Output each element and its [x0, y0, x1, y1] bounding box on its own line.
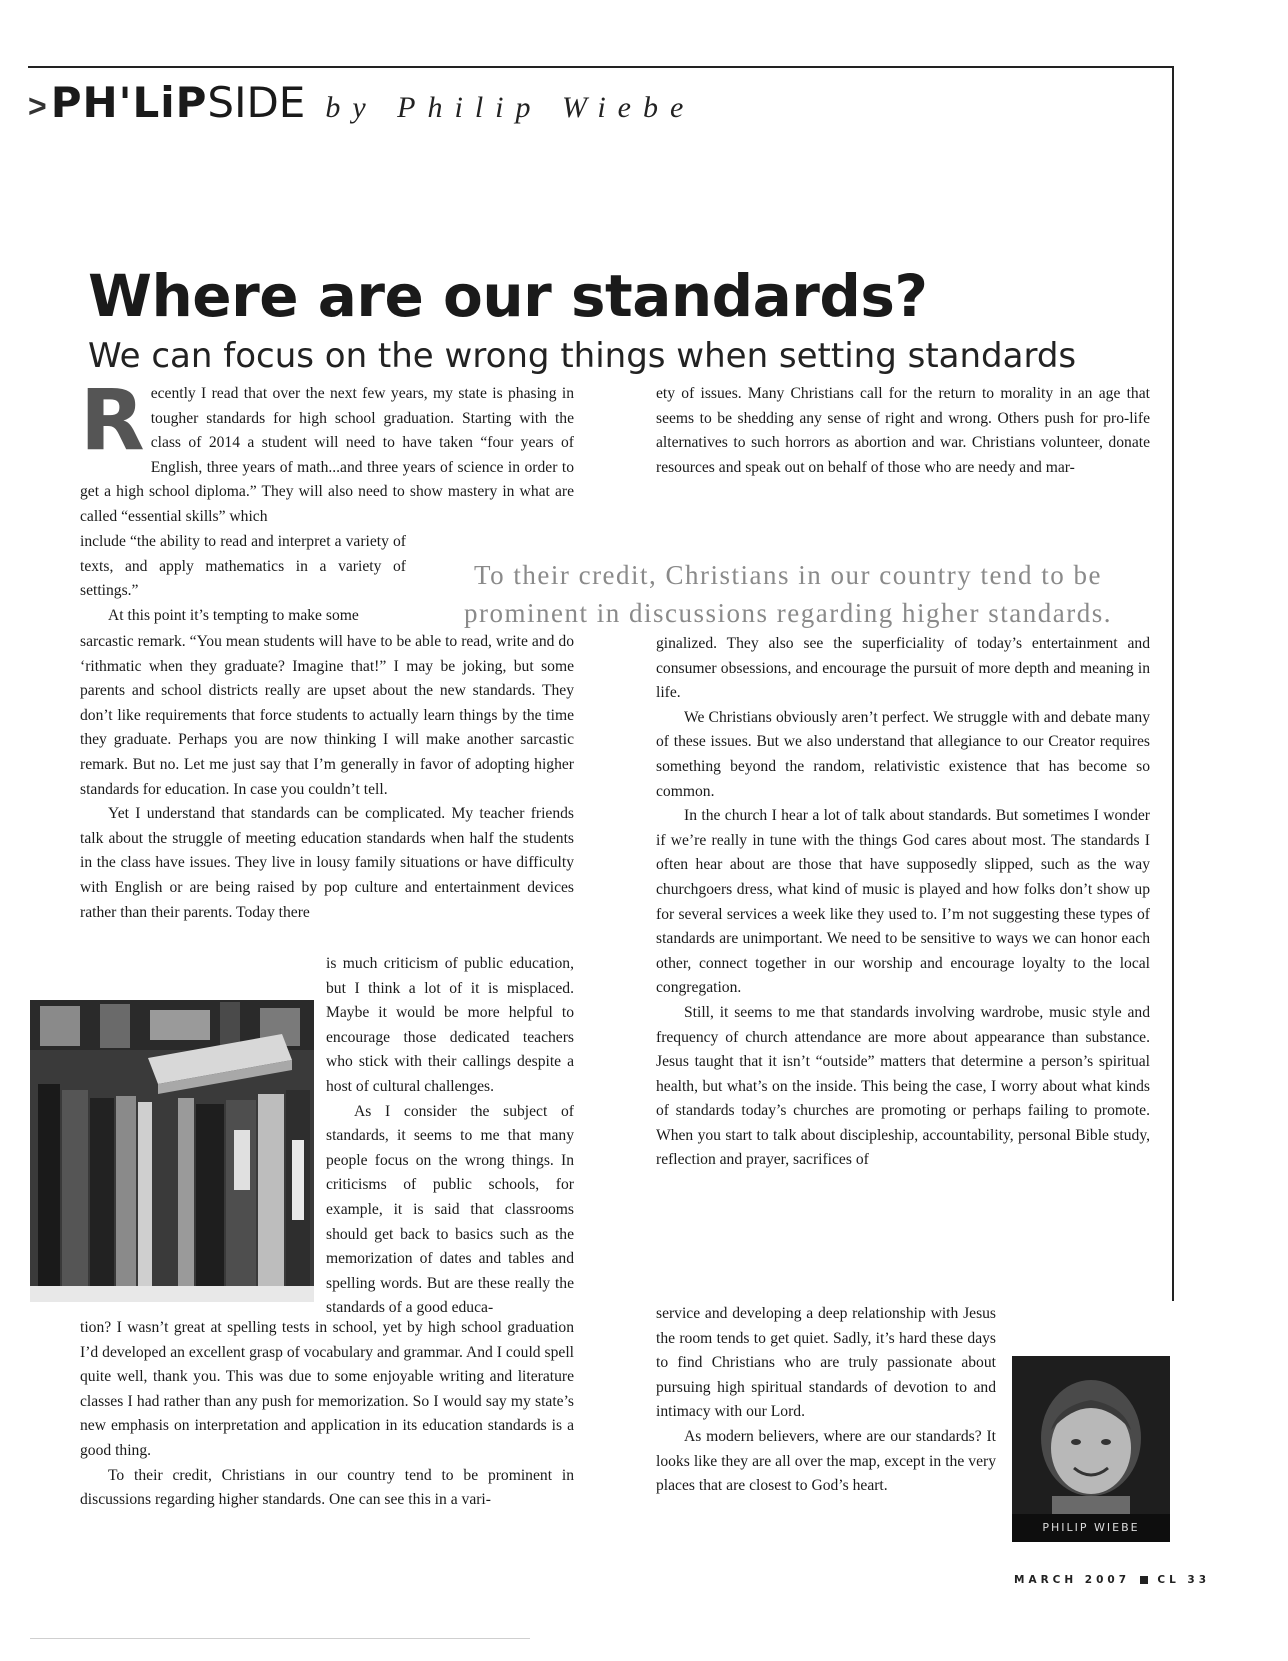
right-column-top	[656, 382, 1150, 480]
byline: by Philip Wiebe	[325, 91, 696, 124]
author-photo	[1012, 1356, 1170, 1542]
paragraph: As I consider the subject of standards, it seems to me that many people focus on the wrong things. In criticisms of public schools, for example, it is said that classrooms should get back to basics such as the memorization of dates and tables and spelling words. But are these really the standards of a good educa-	[326, 1102, 574, 1317]
bottom-rule	[30, 1638, 530, 1639]
folio	[1014, 1574, 1210, 1586]
left-column-top	[80, 371, 574, 530]
square-icon	[1140, 1576, 1148, 1584]
left-column-middle	[80, 630, 574, 925]
headline: Where are our standards?	[88, 262, 928, 330]
photo-caption: PHILIP WIEBE	[1012, 1514, 1170, 1542]
drop-cap: R	[80, 371, 145, 469]
paragraph: ety of issues. Many Christians call for the return to morality in an age that seems to be shedding any sense of right and wrong. Others push for pro-life alternatives to such horrors as abortion and war. Christians volunteer, donate resources and speak out on behalf of those who are needy and mar-	[656, 385, 1150, 476]
books-photo	[30, 1000, 314, 1302]
left-column-beside-photo	[326, 952, 574, 1321]
paragraph: To their credit, Christians in our country tend to be prominent in discussions regarding higher standards. One can see this in a vari-	[80, 1466, 574, 1509]
paragraph: include “the ability to read and interpret a variety of texts, and apply mathematics in a variety of settings.”	[80, 533, 406, 600]
column-header	[28, 78, 695, 128]
right-rule	[1172, 66, 1174, 1301]
paragraph: ginalized. They also see the superficiality of today’s entertainment and consumer obsessions, and encourage the pursuit of more depth and meaning in life.	[656, 635, 1150, 702]
paragraph: is much criticism of public education, but I think a lot of it is misplaced. Maybe it would be more helpful to encourage those dedicated teachers who stick with their callings despite a host of cultural challenges.	[326, 955, 574, 1095]
paragraph: In the church I hear a lot of talk about standards. But sometimes I wonder if we’re really in tune with the things God cares about most. The standards I often hear about are those that have supposedly slipped, such as the way churchgoers dress, what kind of music is played and how folks don’t show up for several services a week like they used to. I’m not suggesting these types of standards are unimportant. We need to be sensitive to ways we can honor each other, connect together in our worship and encourage loyalty to the local congregation.	[656, 807, 1150, 997]
paragraph: Yet I understand that standards can be complicated. My teacher friends talk about the struggle of meeting education standards when half the students in the class have issues. They live in lousy family situations or have difficulty with English or are being raised by pop culture and entertainment devices rather than their parents. Today there	[80, 805, 574, 921]
left-column-bottom	[80, 1316, 574, 1513]
paragraph: We Christians obviously aren’t perfect. We struggle with and debate many of these issues. But we also understand that allegiance to our Creator requires something beyond the random, relativistic existence that has become so common.	[656, 708, 1150, 800]
pull-quote: To their credit, Christians in our country tend to be prominent in discussions regarding higher standards.	[464, 560, 1112, 628]
column-name-light: SIDE	[207, 78, 306, 127]
paragraph: At this point it’s tempting to make some	[108, 606, 359, 624]
paragraph: As modern believers, where are our standards? It looks like they are all over the map, except in the very places that are closest to God’s heart.	[656, 1427, 996, 1495]
right-column-main	[656, 632, 1150, 1173]
paragraph: Still, it seems to me that standards involving wardrobe, music style and frequency of church attendance are more about appearance than substance. Jesus taught that it isn’t “outside” matters that determine a person’s spiritual health, but what’s on the inside. This being the case, I worry about what kinds of standards today’s churches are promoting or perhaps failing to promote. When you start to talk about discipleship, accountability, personal Bible study, reflection and prayer, sacrifices of	[656, 1003, 1150, 1169]
author-portrait	[1012, 1356, 1170, 1514]
left-column-narrow	[80, 530, 406, 628]
paragraph: sarcastic remark. “You mean students will have to be able to read, write and do ‘rithmatic when they graduate? Imagine that!” I may be joking, but some parents and school districts really are upset about the new standards. They don’t like requirements that force students to actually learn things by the time they graduate. Perhaps you are now thinking I will make another sarcastic remark. But no. Let me just say that I’m generally in favor of adopting higher standards for education. In case you couldn’t tell.	[80, 633, 574, 798]
arrow-icon: >	[28, 88, 47, 124]
paragraph: service and developing a deep relationship with Jesus the room tends to get quiet. Sadly, it’s hard these days to find Christians who are truly passionate about pursuing high spiritual standards of devotion to and intimacy with our Lord.	[656, 1305, 996, 1421]
column-name-bold: PH'LiP	[50, 78, 208, 127]
paragraph: Recently I read that over the next few years, my state is phasing in tougher standards for high school graduation. Starting with the class of 2014 a student will need to have taken “four years of English, three years of math...and three years of science in order to get a high school diploma.” They will also need to show mastery in what are called “essential skills” which	[80, 371, 574, 525]
paragraph: tion? I wasn’t great at spelling tests in school, yet by high school graduation I’d developed an excellent grasp of vocabulary and grammar. And I could spell quite well, thank you. This was due to some enjoyable writing and literature classes I had rather than any push for memorization. So I would say my state’s new emphasis on interpretation and application in its education standards is a good thing.	[80, 1319, 574, 1459]
folio-page: CL 33	[1157, 1574, 1211, 1586]
top-rule	[28, 66, 1174, 68]
folio-date: MARCH 2007	[1014, 1574, 1131, 1586]
subhead: We can focus on the wrong things when setting standards	[88, 336, 1077, 376]
right-column-beside-photo	[656, 1302, 996, 1499]
